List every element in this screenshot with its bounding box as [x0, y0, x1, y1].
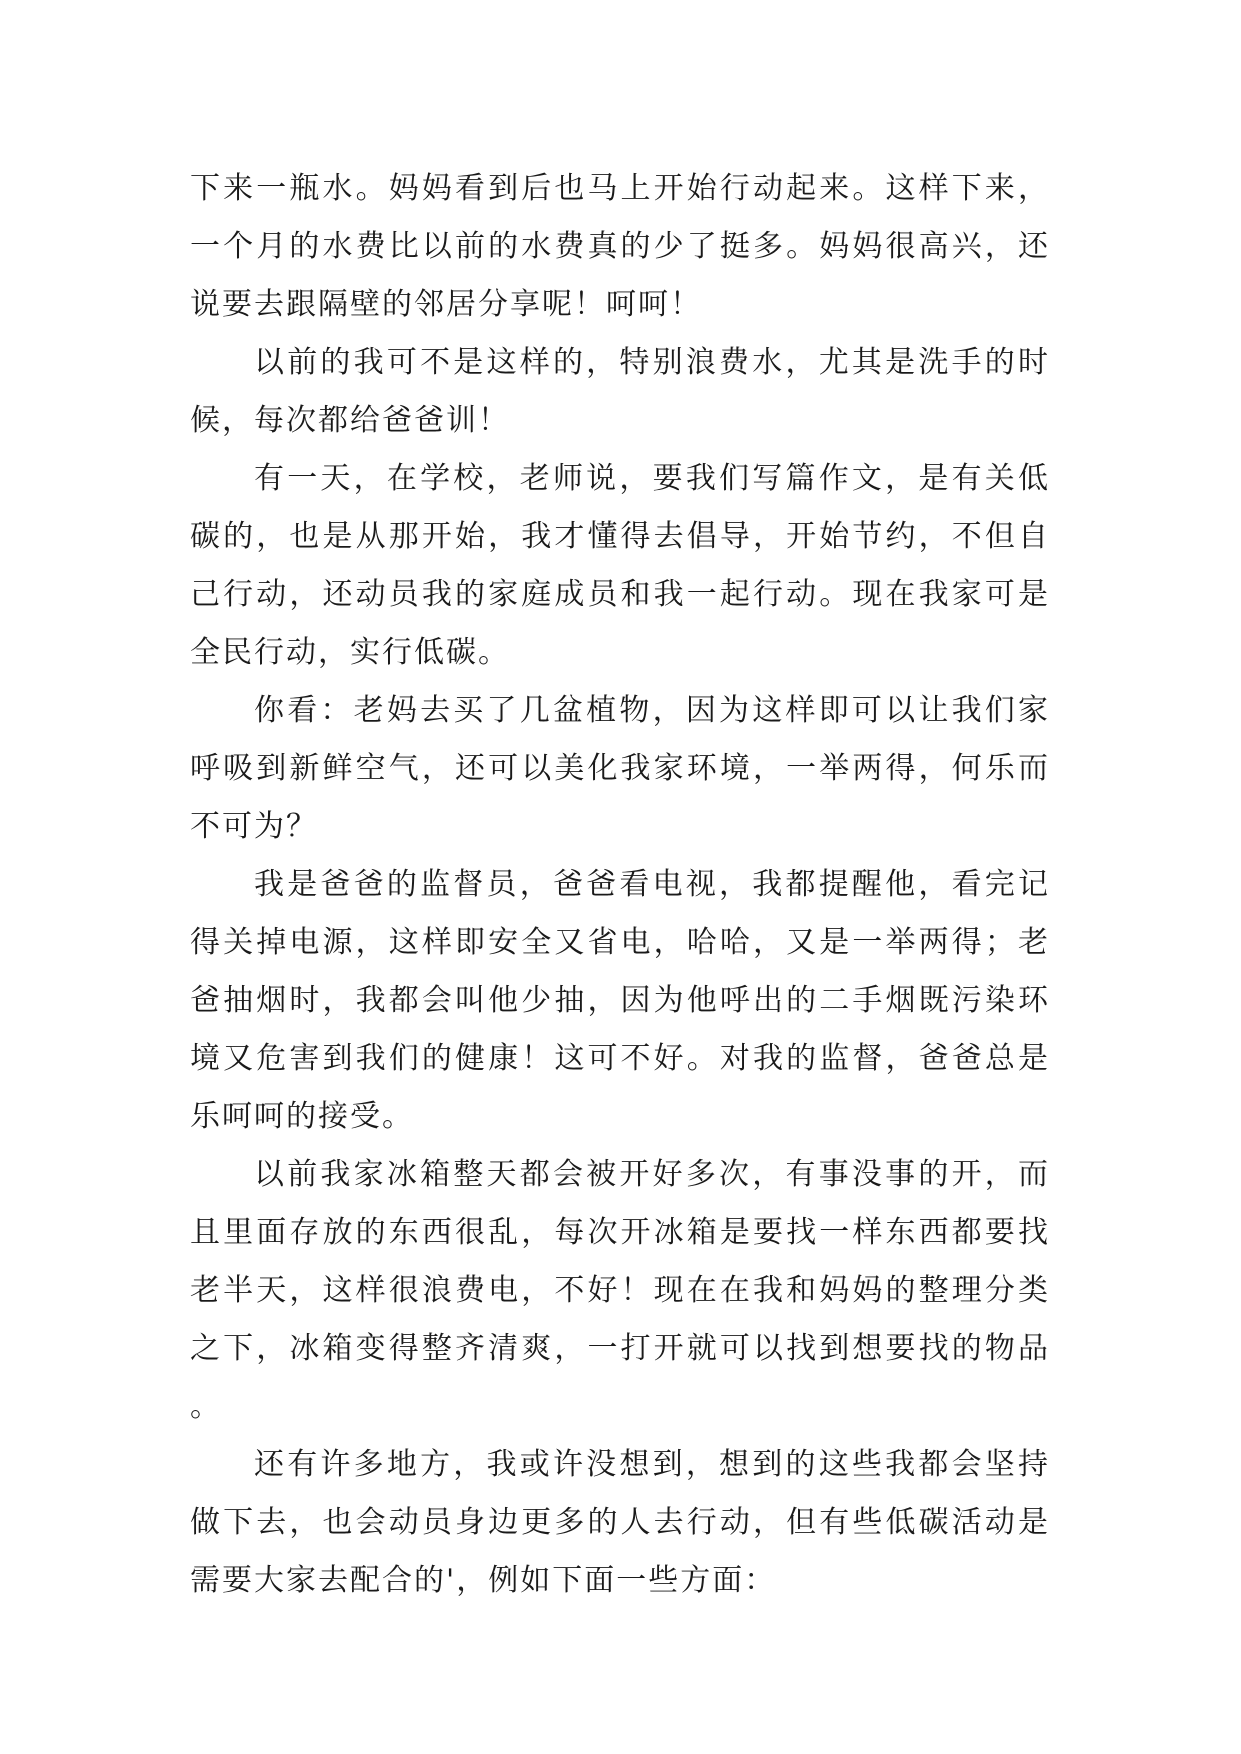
paragraph-6: 以前我家冰箱整天都会被开好多次，有事没事的开，而且里面存放的东西很乱，每次开冰箱是要找一样东西都要找老半天，这样很浪费电，不好！现在在我和妈妈的整理分类之下，冰箱变得整齐清爽，一打开就可以找到想要找的物品。 — [190, 1157, 1050, 1424]
paragraph-3: 有一天，在学校，老师说，要我们写篇作文，是有关低碳的，也是从那开始，我才懂得去倡导，开始节约，不但自己行动，还动员我的家庭成员和我一起行动。现在我家可是全民行动，实行低碳。 — [190, 461, 1050, 670]
paragraph-5: 我是爸爸的监督员，爸爸看电视，我都提醒他，看完记得关掉电源，这样即安全又省电，哈哈，又是一举两得；老爸抽烟时，我都会叫他少抽，因为他呼出的二手烟既污染环境又危害到我们的健康！这可不好。对我的监督，爸爸总是乐呵呵的接受。 — [190, 867, 1050, 1134]
document-body — [190, 160, 1050, 1610]
paragraph-2: 以前的我可不是这样的，特别浪费水，尤其是洗手的时候，每次都给爸爸训！ — [190, 345, 1050, 438]
paragraph-4: 你看：老妈去买了几盆植物，因为这样即可以让我们家呼吸到新鲜空气，还可以美化我家环境，一举两得，何乐而不可为？ — [190, 693, 1050, 844]
paragraph-1: 下来一瓶水。妈妈看到后也马上开始行动起来。这样下来，一个月的水费比以前的水费真的少了挺多。妈妈很高兴，还说要去跟隔壁的邻居分享呢！呵呵！ — [190, 171, 1050, 322]
paragraph-7: 还有许多地方，我或许没想到，想到的这些我都会坚持做下去，也会动员身边更多的人去行动，但有些低碳活动是需要大家去配合的'，例如下面一些方面： — [190, 1447, 1050, 1598]
